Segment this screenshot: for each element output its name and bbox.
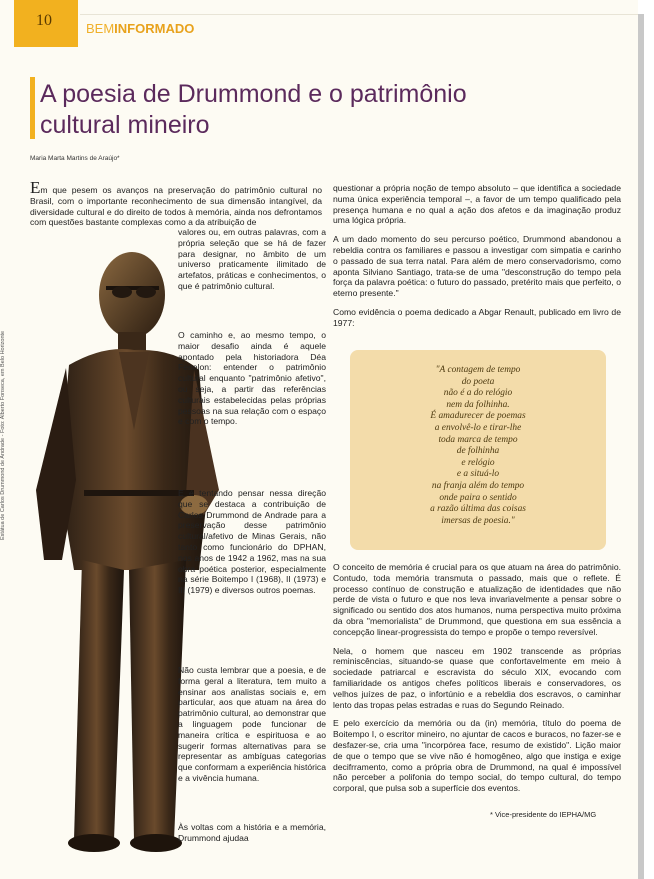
- footnote: * Vice-presidente do IEPHA/MG: [490, 810, 597, 819]
- intro-continued: valores ou, em outras palavras, com a própria seleção que se há de fazer para designar, no âmbito de um universo praticamente ilimitado de artefatos, práticas e conhecimentos, o que é patrimônio cultural.: [178, 227, 326, 291]
- page-shadow: [638, 14, 644, 879]
- right-paragraph-1: questionar a própria noção de tempo absoluto – que identifica a sociedade numa única experiência temporal –, a favor de um tempo qualificado pela presença humana e no qual a ação dos afetos e da imaginação produz uma lógica própria.: [333, 183, 621, 226]
- page-number: 10: [36, 12, 52, 29]
- poem-line: a envolvê-lo e tirar-lhe: [434, 422, 522, 433]
- poem-line: É amadurecer de poemas: [430, 411, 526, 422]
- photo-caption: Estátua de Carlos Drummond de Andrade - Foto: Alberto Fonseca, em Belo Horizonte: [0, 330, 6, 540]
- poem-line: "A contagem de tempo: [435, 365, 521, 375]
- right-paragraph-3: Como evidência o poema dedicado a Abgar Renault, publicado em livro de 1977:: [333, 306, 621, 328]
- paragraph-4: Não custa lembrar que a poesia, e de forma geral a literatura, tem muito a ensinar aos analistas sociais e, em particular, aos que atuam na área do patrimônio cultural, ao demonstrar que a linguagem pode funcionar de maneira crítica e espirituosa e ao sugerir formas alternativas para se representar as ambíguas categorias que conformam a experiência histórica e a vivência humana.: [178, 665, 326, 783]
- poem-quote: [350, 365, 606, 527]
- poem-line: toda marca de tempo: [438, 434, 518, 445]
- right-paragraph-6: E pelo exercício da memória ou da (in) memória, título do poema de Boitempo I, o escritor mineiro, no ajuntar de cacos e buracos, no fazer-se e desfazer-se, cria uma "incorpórea face, resumo de existido". Lição maior de que o tempo que se vive não é homogêneo, algo que instiga e exige decifrramento, como a própria obra de Drummond, na qual é impossível não perceber a polifonia do tempo social, do tempo cultural, do tempo corporal, que pulsa sob a superfície dos eventos.: [333, 718, 621, 794]
- intro-paragraph: [30, 178, 322, 228]
- poem-line: nem da folhinha.: [446, 399, 510, 410]
- magazine-name-part1: BEM: [86, 21, 115, 36]
- magazine-name-part2: INFORMADO: [114, 21, 195, 36]
- poem-line: imersas de poesia.": [441, 515, 515, 526]
- drop-cap: E: [30, 178, 41, 197]
- title-line-2: cultural mineiro: [40, 111, 210, 139]
- paragraph-3: E é tentando pensar nessa direção que se destaca a contribuição de Carlos Drummond de Andrade para a preservação desse patrimônio cultural/afetivo de Minas Gerais, não tanto como funcionário do DPHAN, nos anos de 1942 a 1962, mas na sua obra poética posterior, especialmente na série Boitempo I (1968), II (1973) e III (1979) e diversos outros poemas.: [178, 488, 326, 596]
- title-line-1: A poesia de Drummond e o patrimônio: [40, 80, 467, 108]
- title-accent-bar: [30, 77, 35, 139]
- poem-line: a razão última das coisas: [430, 504, 526, 515]
- poem-line: do poeta: [461, 376, 495, 387]
- right-paragraph-4: O conceito de memória é crucial para os que atuam na área do patrimônio. Contudo, toda memória transmuta o passado, mais que o reflete. É processo contínuo de construção e atualização de identidades que não perde de vista o futuro e que nos leva invariavelmente a pensar sobre o significado ou sentido dos atos humanos, numa perspectiva muito próxima da obra "memorialista" de Drummond, que questiona em sua essência a concepção linear-progressista do tempo e propõe o tempo reversível.: [333, 562, 621, 637]
- right-paragraph-5: Nela, o homem que nasceu em 1902 transcende as próprias reminiscências, situando-se quase que confortavelmente em meio à sociedade patriarcal e escravista do século XIX, evocando com familiaridade os antigos chefes políticos liberais e conservadores, os velhos juízes de paz, o infortúnio e a rebeldia dos escravos, o caminhar lento das tropas pelas estradas e ruas do Segundo Reinado.: [333, 645, 621, 710]
- magazine-name: [86, 21, 194, 36]
- article-title: [40, 79, 520, 141]
- intro-text: m que pesem os avanços na preservação do patrimônio cultural no Brasil, com o importante reconhecimento de sua dimensão intangível, da diversidade cultural e do direito de todos à memória, ainda nos defrontamos com questões bastante complexas como a da atribuição de: [30, 185, 322, 228]
- article-author: Maria Marta Martins de Araújo*: [30, 155, 120, 162]
- poem-line: e a situá-lo: [456, 469, 500, 480]
- poem-line: onde paira o sentido: [439, 492, 517, 503]
- header-rule: [80, 14, 638, 15]
- right-column-top: [333, 183, 621, 337]
- page-number-badge: [14, 0, 78, 47]
- paragraph-2: O caminho e, ao mesmo tempo, o maior desafio ainda é aquele apontado pela historiadora Déa Fenelon: entender o patrimônio cultural enquanto "patrimônio afetivo", ou seja, a partir das referências culturais estabelecidas pelas próprias pessoas na sua relação com o espaço e com o tempo.: [178, 330, 326, 427]
- poem-line: não é a do relógio: [443, 388, 513, 399]
- poem-line: de folhinha: [456, 446, 500, 457]
- poem-line: na franja além do tempo: [431, 480, 525, 491]
- paragraph-5: Às voltas com a história e a memória, Drummond ajudaa: [178, 822, 326, 843]
- right-column-bottom: [333, 562, 621, 802]
- poem-line: e relógio: [461, 457, 495, 468]
- right-paragraph-2: A um dado momento do seu percurso poético, Drummond abandonou a rebeldia contra os familiares e passou a investigar com simpatia e carinho o passado de sua terra natal. Para além de mero conservadorismo, como aponta Silviano Santiago, trata-se de uma "desconstrução do tempo pela força da palavra poética: o futuro do passado, pretérito mais que perfeito, o eterno presente.": [333, 234, 621, 299]
